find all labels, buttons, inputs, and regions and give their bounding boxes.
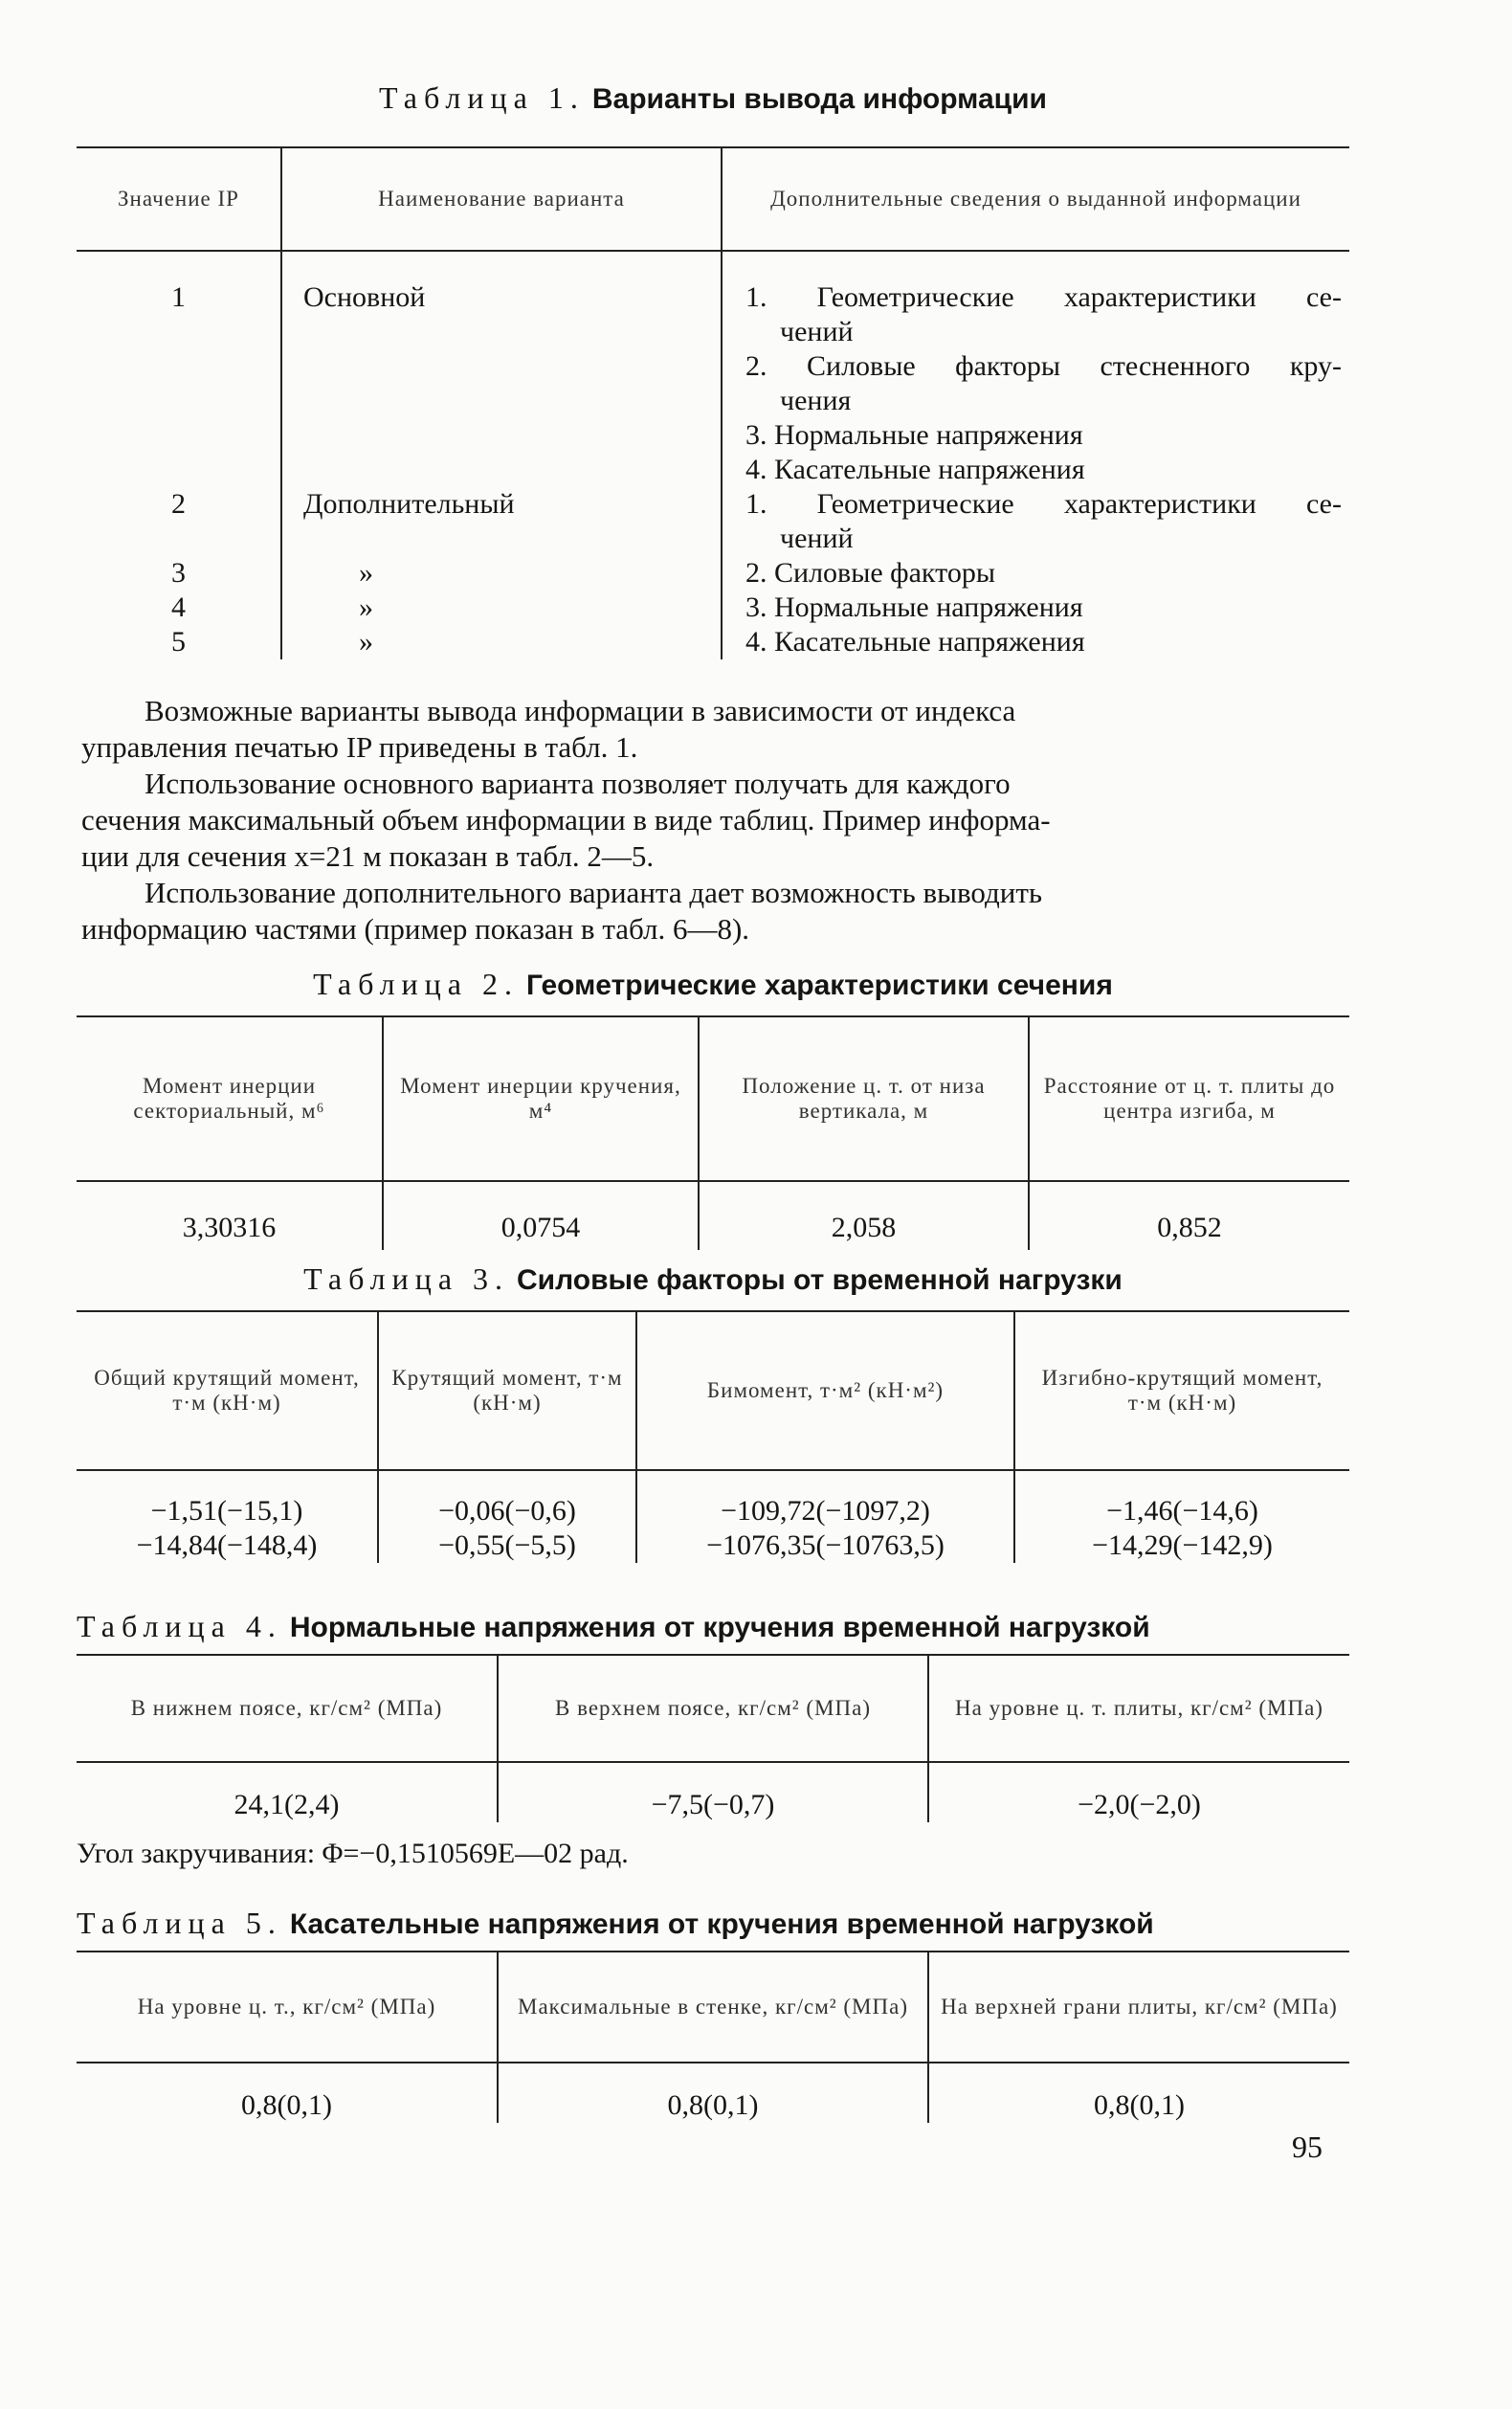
- table-1-header-ip: Значение IP: [77, 147, 281, 251]
- text-line: управления печатью IP приведены в табл. 1.: [81, 730, 638, 764]
- table-row: [77, 251, 1349, 487]
- paragraph: [81, 693, 1349, 766]
- table-3-label: Таблица 3.: [303, 1261, 510, 1296]
- table-1-header-info: Дополнительные сведения о выданной информации: [722, 147, 1349, 251]
- table-3-caption: [77, 1261, 1349, 1297]
- table-2-header: Расстояние от ц. т. плиты до центра изгиба, м: [1029, 1016, 1349, 1181]
- table-3-grid: [77, 1310, 1349, 1563]
- table-4-caption: [77, 1609, 1349, 1644]
- table-1-label: Таблица 1.: [378, 80, 585, 115]
- table-3-cell: −0,06(−0,6): [378, 1470, 636, 1528]
- table-4-cell: 24,1(2,4): [233, 1789, 340, 1820]
- table-row: [77, 556, 1349, 591]
- table-5-header: На уровне ц. т., кг/см² (МПа): [77, 1952, 498, 2063]
- table-4-title: Нормальные напряжения от кручения временной нагрузкой: [289, 1612, 1150, 1643]
- table-3-cell: −109,72(−1097,2): [636, 1470, 1014, 1528]
- table-row: [77, 1528, 1349, 1563]
- paragraph: [81, 766, 1349, 875]
- table-2-header: Момент инерции кручения, м⁴: [383, 1016, 699, 1181]
- table-1: [77, 80, 1349, 659]
- table-3-cell: −14,84(−148,4): [136, 1529, 318, 1561]
- table-4-label: Таблица 4.: [77, 1609, 282, 1643]
- table-3-title: Силовые факторы от временной нагрузки: [517, 1264, 1123, 1296]
- table-3-cell: −1076,35(−10763,5): [636, 1528, 1014, 1563]
- table-3-header: Общий крутящий момент, т·м (кН·м): [77, 1311, 378, 1470]
- page-number: 95: [1292, 2130, 1323, 2164]
- table-5-header: Максимальные в стенке, кг/см² (МПа): [498, 1952, 928, 2063]
- table-1-name: Основной: [281, 251, 722, 487]
- list-item: 1. Геометрические характеристики се-: [745, 488, 1342, 520]
- table-1-grid: [77, 146, 1349, 659]
- table-3-cell: −0,55(−5,5): [378, 1528, 636, 1563]
- table-row: [77, 1762, 1349, 1822]
- table-1-name: Дополнительный: [281, 487, 722, 556]
- list-item: 2. Силовые факторы стесненного кру-: [745, 350, 1342, 382]
- paragraph: [81, 875, 1349, 948]
- table-2-title: Геометрические характеристики сечения: [526, 970, 1113, 1001]
- text-line: ции для сечения x=21 м показан в табл. 2—5.: [81, 839, 655, 873]
- table-row: [77, 625, 1349, 659]
- table-3-header: Бимомент, т·м² (кН·м²): [636, 1311, 1014, 1470]
- list-item: 1. Геометрические характеристики се-: [745, 281, 1342, 313]
- text-line: Использование дополнительного варианта дает возможность выводить: [145, 876, 1043, 909]
- table-4: [77, 1609, 1349, 1822]
- twist-angle-note: Угол закручивания: Φ=−0,1510569E—02 рад.: [77, 1838, 629, 1869]
- table-4-grid: [77, 1654, 1349, 1822]
- table-5-grid: [77, 1951, 1349, 2123]
- table-1-name: »: [281, 625, 722, 659]
- table-1-header-name: Наименование варианта: [281, 147, 722, 251]
- table-1-title: Варианты вывода информации: [591, 83, 1047, 115]
- list-item: чений: [780, 523, 854, 554]
- table-1-items: [722, 251, 1349, 487]
- text-line: информацию частями (пример показан в табл. 6—8).: [81, 912, 750, 946]
- table-2-caption: [77, 967, 1349, 1002]
- table-2-cell: 2,058: [699, 1181, 1029, 1250]
- table-1-caption: [77, 80, 1349, 116]
- table-5-title: Касательные напряжения от кручения временной нагрузкой: [289, 1908, 1154, 1940]
- table-5-cell: 0,8(0,1): [498, 2063, 928, 2123]
- table-1-ip: 4: [171, 591, 186, 623]
- text-line: Использование основного варианта позволяет получать для каждого: [145, 767, 1011, 800]
- table-3: [77, 1261, 1349, 1563]
- table-4-cell: −7,5(−0,7): [498, 1762, 928, 1822]
- table-1-name: »: [281, 556, 722, 591]
- table-3-cell: −1,51(−15,1): [150, 1495, 303, 1527]
- table-row: [77, 1181, 1349, 1250]
- table-2-label: Таблица 2.: [313, 967, 519, 1001]
- table-5-header: На верхней грани плиты, кг/см² (МПа): [928, 1952, 1349, 2063]
- table-2-grid: [77, 1015, 1349, 1250]
- text-line: Возможные варианты вывода информации в зависимости от индекса: [145, 694, 1016, 727]
- table-2-cell: 0,0754: [383, 1181, 699, 1250]
- table-2-header: Момент инерции секториальный, м⁶: [77, 1016, 383, 1181]
- table-3-cell: −1,46(−14,6): [1014, 1470, 1349, 1528]
- table-3-header: Крутящий момент, т·м (кН·м): [378, 1311, 636, 1470]
- table-4-header: На уровне ц. т. плиты, кг/см² (МПа): [928, 1655, 1349, 1762]
- table-1-ip: 5: [171, 626, 186, 658]
- list-item: чения: [780, 385, 852, 416]
- table-1-items: [722, 487, 1349, 556]
- table-5-caption: [77, 1906, 1349, 1941]
- table-2-cell: 0,852: [1029, 1181, 1349, 1250]
- table-row: [77, 1470, 1349, 1528]
- table-4-cell: −2,0(−2,0): [928, 1762, 1349, 1822]
- table-5: [77, 1906, 1349, 2123]
- table-1-ip: 1: [171, 281, 186, 313]
- table-row: [77, 591, 1349, 625]
- list-item: 2. Силовые факторы: [722, 556, 1349, 591]
- table-2: [77, 967, 1349, 1250]
- table-2-cell: 3,30316: [182, 1212, 277, 1243]
- table-5-cell: 0,8(0,1): [241, 2089, 332, 2121]
- list-item: 3. Нормальные напряжения: [722, 591, 1349, 625]
- table-1-name: »: [281, 591, 722, 625]
- table-3-cell: −14,29(−142,9): [1014, 1528, 1349, 1563]
- table-5-cell: 0,8(0,1): [928, 2063, 1349, 2123]
- table-5-label: Таблица 5.: [77, 1906, 282, 1940]
- list-item: 4. Касательные напряжения: [722, 625, 1349, 659]
- list-item: чений: [780, 316, 854, 347]
- table-row: [77, 2063, 1349, 2123]
- body-text: [81, 693, 1349, 948]
- table-row: [77, 487, 1349, 556]
- list-item: 4. Касательные напряжения: [745, 454, 1085, 485]
- table-4-header: В верхнем поясе, кг/см² (МПа): [498, 1655, 928, 1762]
- table-3-header: Изгибно-крутящий момент, т·м (кН·м): [1014, 1311, 1349, 1470]
- text-line: сечения максимальный объем информации в виде таблиц. Пример информа-: [81, 803, 1051, 836]
- table-2-header: Положение ц. т. от низа вертикала, м: [699, 1016, 1029, 1181]
- list-item: 3. Нормальные напряжения: [745, 419, 1083, 451]
- table-1-ip: 3: [171, 557, 186, 589]
- table-4-header: В нижнем поясе, кг/см² (МПа): [77, 1655, 498, 1762]
- table-1-ip: 2: [171, 488, 186, 520]
